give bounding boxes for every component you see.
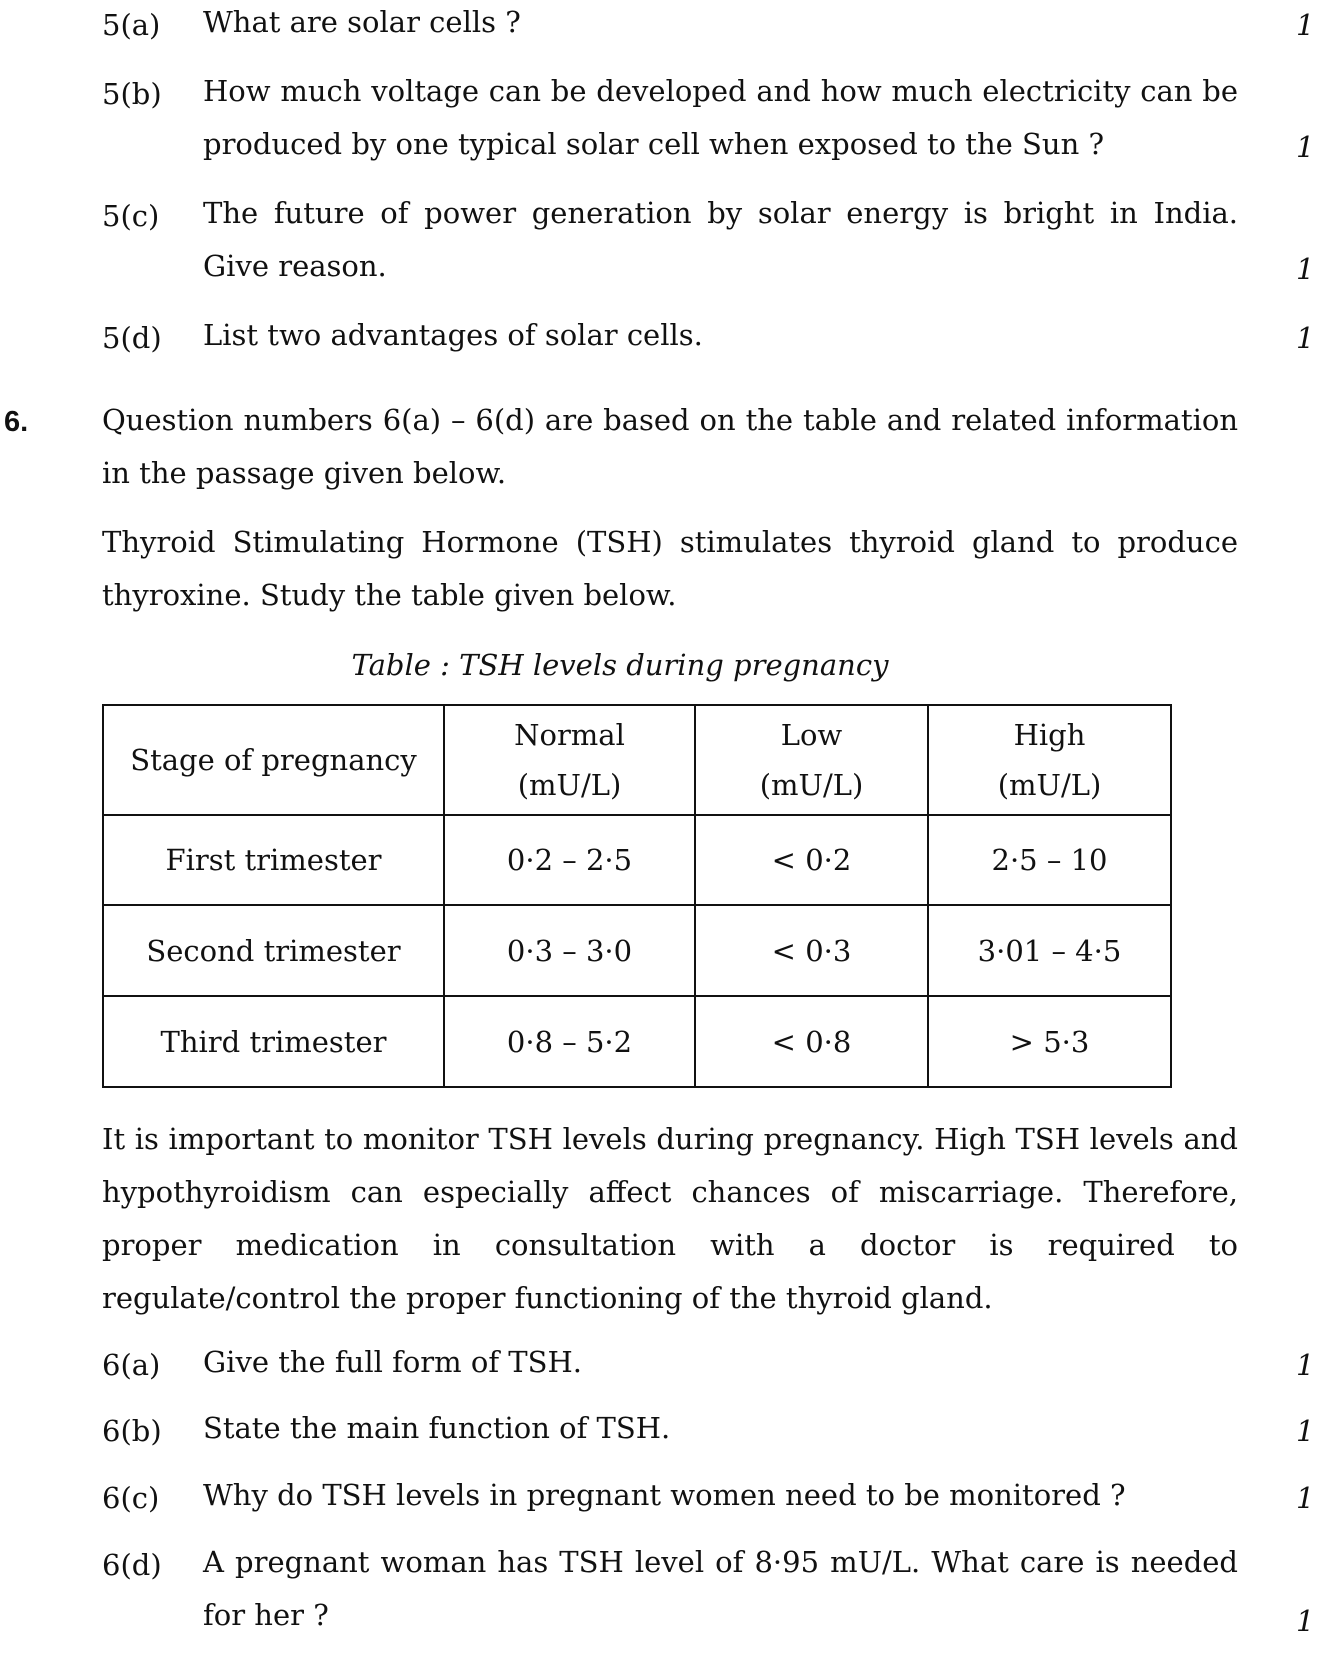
table-cell: < 0·3 xyxy=(695,905,928,996)
table-cell: 3·01 – 4·5 xyxy=(928,905,1171,996)
tsh-table xyxy=(102,704,1172,1088)
question-label: 6(a) xyxy=(102,1348,161,1382)
table-cell: > 5·3 xyxy=(928,996,1171,1087)
marks: 1 xyxy=(1296,321,1315,355)
table-cell: 0·8 – 5·2 xyxy=(444,996,695,1087)
header-text: High xyxy=(1013,718,1086,752)
question-text: Why do TSH levels in pregnant women need to be monitored ? xyxy=(203,1478,1126,1512)
paragraph-text: Thyroid Stimulating Hormone (TSH) stimulates thyroid gland to produce thyroxine. Study the table given below. xyxy=(102,525,1238,612)
header-unit: (mU/L) xyxy=(759,768,864,802)
question-label: 5(b) xyxy=(102,77,162,111)
table-cell: Third trimester xyxy=(103,996,444,1087)
table-cell: 0·3 – 3·0 xyxy=(444,905,695,996)
header-cell xyxy=(444,705,695,815)
header-text: Stage of pregnancy xyxy=(130,743,417,777)
table-row xyxy=(103,905,1171,996)
question-text: How much voltage can be developed and how much electricity can be produced by one typical solar cell when exposed to the Sun ? xyxy=(203,74,1238,161)
header-unit: (mU/L) xyxy=(517,768,622,802)
marks: 1 xyxy=(1296,1414,1315,1448)
question-intro: Question numbers 6(a) – 6(d) are based on the table and related information in the passage given below. xyxy=(102,403,1238,490)
table-cell: First trimester xyxy=(103,815,444,905)
table-cell: Second trimester xyxy=(103,905,444,996)
header-text: Normal xyxy=(514,718,625,752)
header-text: Low xyxy=(780,718,843,752)
question-text: What are solar cells ? xyxy=(203,5,521,39)
question-label: 6(d) xyxy=(102,1548,162,1582)
marks: 1 xyxy=(1296,252,1315,286)
question-number: 6. xyxy=(4,406,29,438)
marks: 1 xyxy=(1296,1348,1315,1382)
header-cell xyxy=(103,705,444,815)
table-header-row xyxy=(103,705,1171,815)
question-text: A pregnant woman has TSH level of 8·95 mU/L. What care is needed for her ? xyxy=(203,1545,1238,1632)
question-text: The future of power generation by solar energy is bright in India. Give reason. xyxy=(203,196,1238,283)
table-cell: < 0·2 xyxy=(695,815,928,905)
question-label: 5(c) xyxy=(102,199,160,233)
table-cell: 2·5 – 10 xyxy=(928,815,1171,905)
table-row xyxy=(103,996,1171,1087)
marks: 1 xyxy=(1296,1481,1315,1515)
table-row xyxy=(103,815,1171,905)
question-text: List two advantages of solar cells. xyxy=(203,318,703,352)
marks: 1 xyxy=(1296,1604,1315,1638)
question-label: 6(b) xyxy=(102,1414,162,1448)
header-cell xyxy=(695,705,928,815)
paragraph-text: It is important to monitor TSH levels during pregnancy. High TSH levels and hypothyroidism can especially affect chances of miscarriage. Therefore, proper medication in consultation with a doctor is required to regulate/control the proper functioning of the thyroid gland. xyxy=(102,1122,1238,1315)
question-label: 5(a) xyxy=(102,8,161,42)
question-text: State the main function of TSH. xyxy=(203,1411,671,1445)
question-text: Give the full form of TSH. xyxy=(203,1345,582,1379)
header-unit: (mU/L) xyxy=(997,768,1102,802)
table-cell: < 0·8 xyxy=(695,996,928,1087)
question-label: 5(d) xyxy=(102,321,162,355)
table-caption: Table : TSH levels during pregnancy xyxy=(351,648,889,682)
marks: 1 xyxy=(1296,8,1315,42)
question-label: 6(c) xyxy=(102,1481,160,1515)
table-cell: 0·2 – 2·5 xyxy=(444,815,695,905)
header-cell xyxy=(928,705,1171,815)
marks: 1 xyxy=(1296,130,1315,164)
